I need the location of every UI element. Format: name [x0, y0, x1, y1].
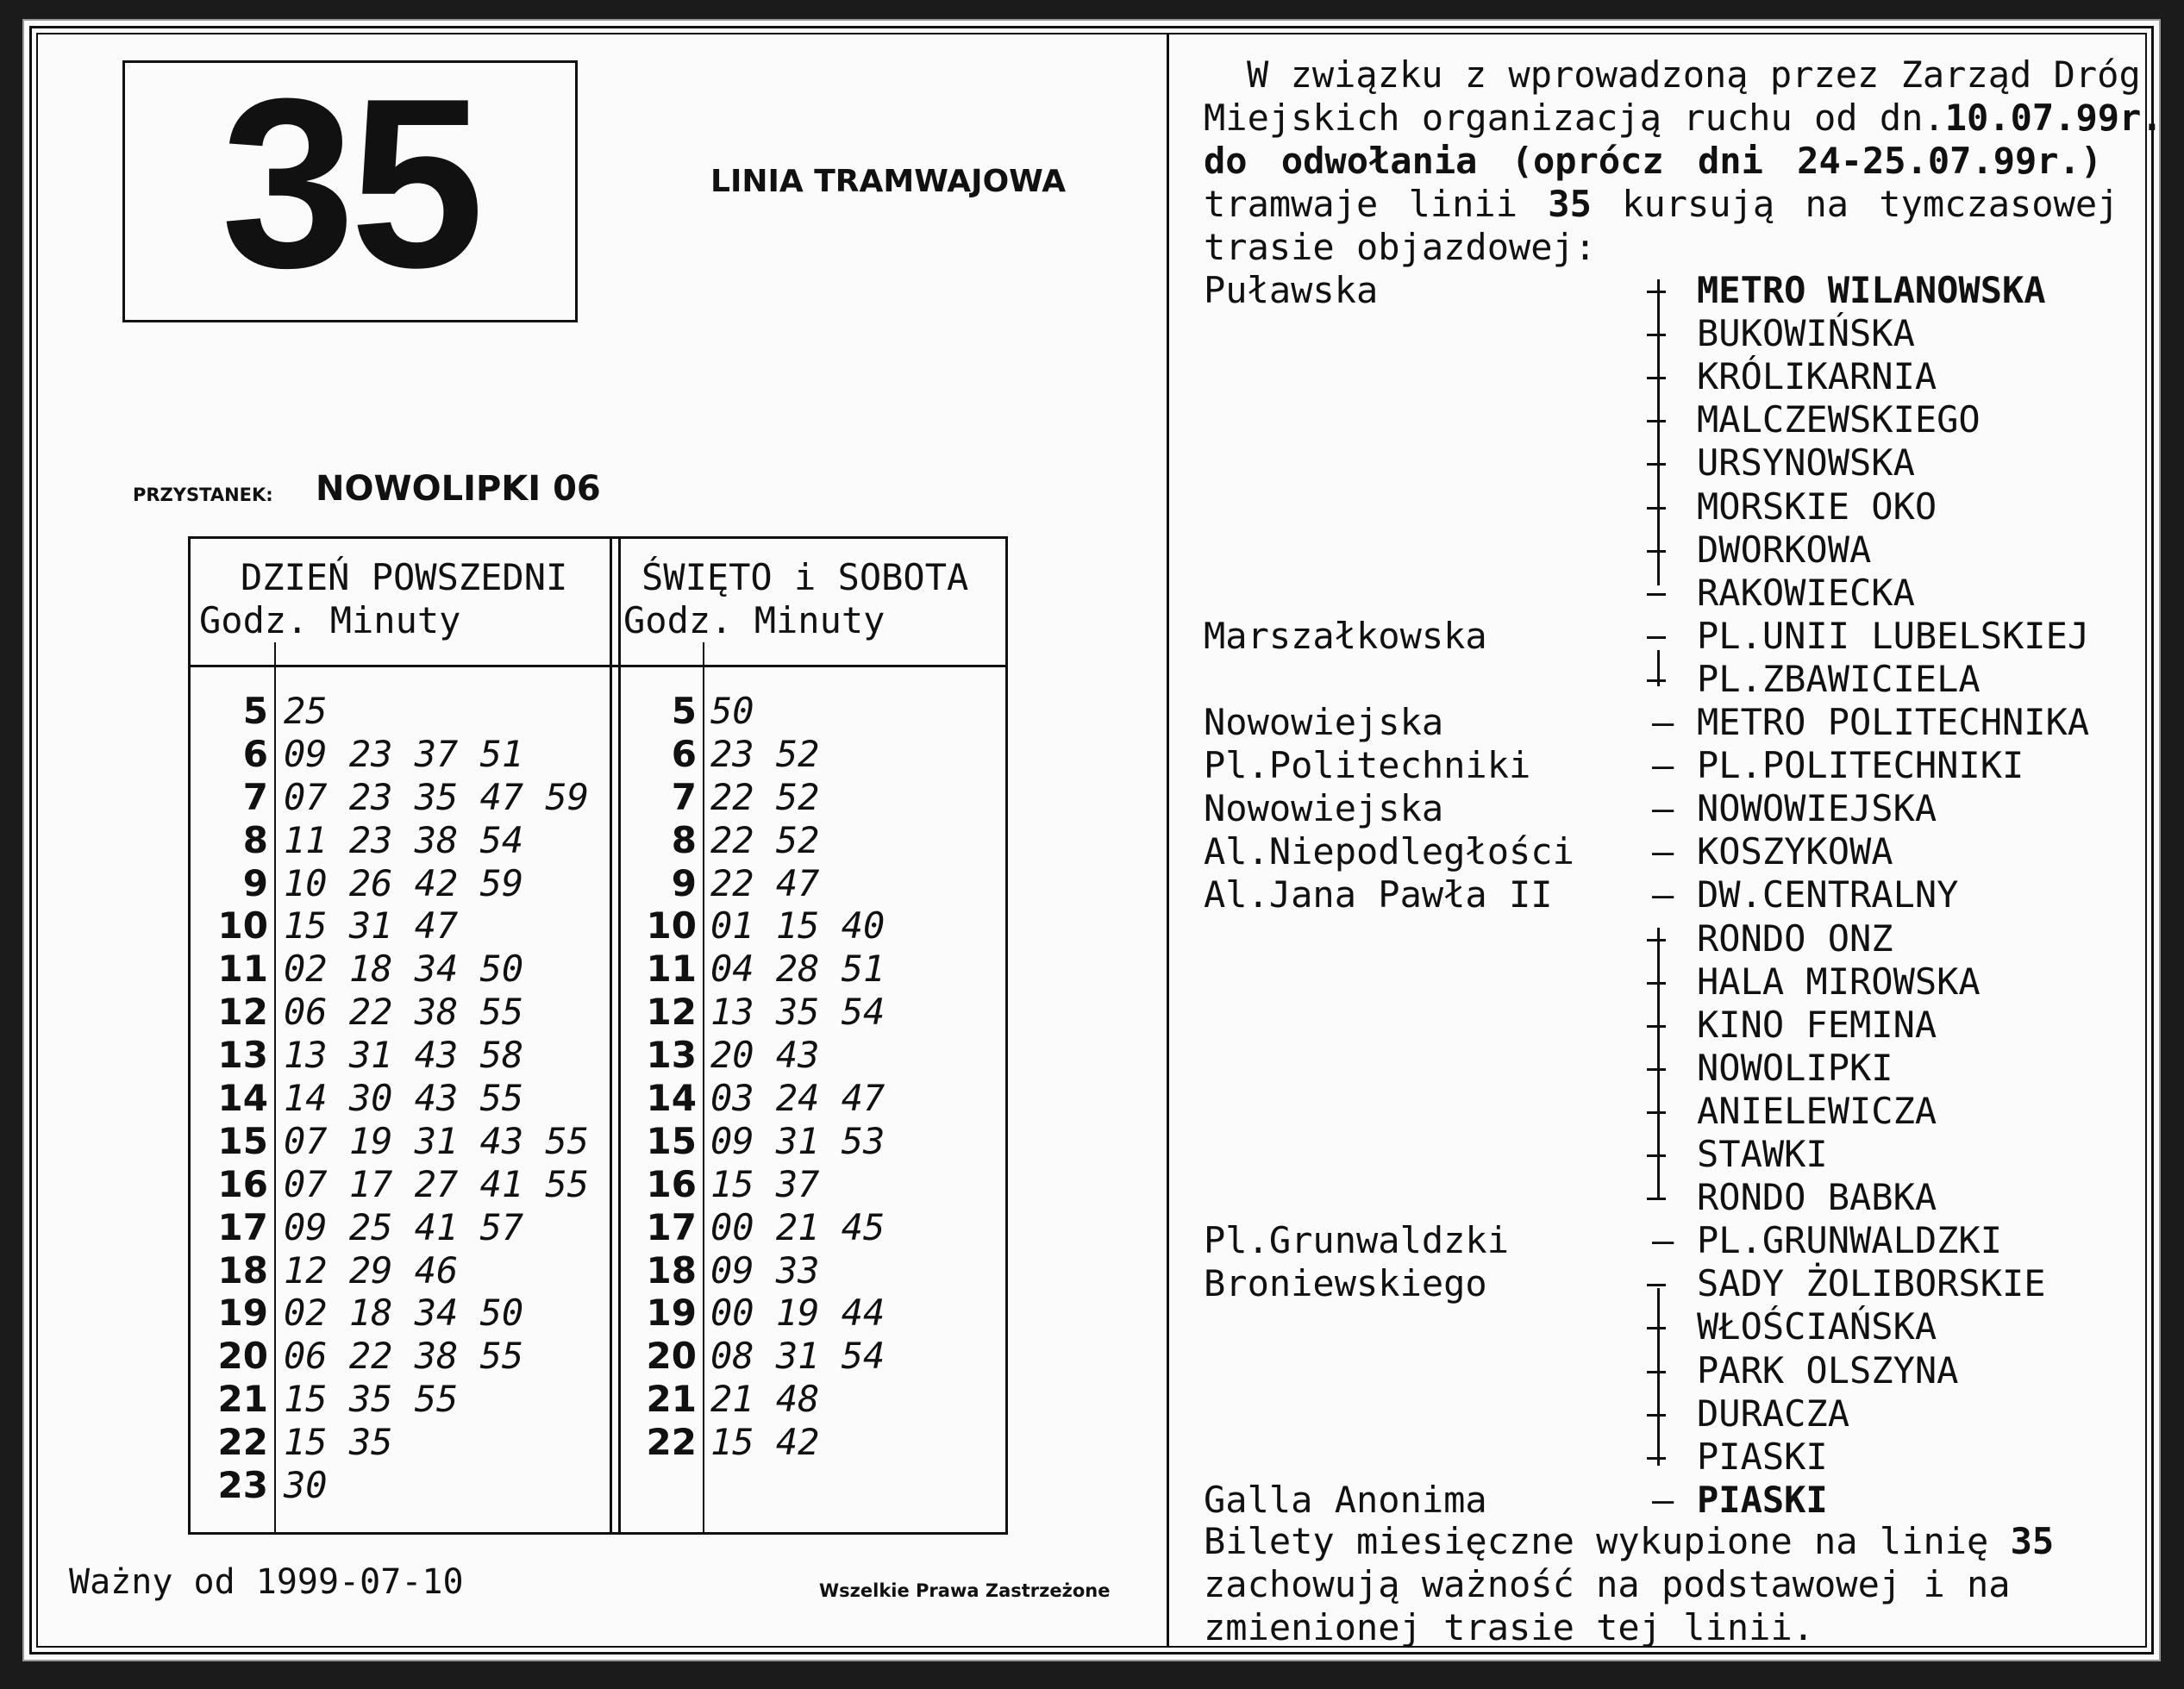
- line-number-box: [122, 49, 578, 322]
- route-street: Pl.Grunwaldzki: [1204, 1219, 1510, 1262]
- minutes-cell: 15 31 47: [284, 904, 459, 948]
- timetable-row: [619, 1378, 998, 1421]
- minutes-cell: 11 23 38 54: [284, 818, 524, 861]
- minutes-cell: 22 52: [710, 775, 820, 818]
- holiday-subtitle: Godz. Minuty: [623, 599, 885, 641]
- timetable-row: [619, 948, 998, 991]
- panel-divider: [1167, 33, 1169, 1648]
- holiday-title: ŚWIĘTO i SOBOTA: [641, 556, 969, 598]
- hour-cell: 13: [217, 1034, 268, 1077]
- route-bracket: [1657, 279, 1660, 585]
- hour-cell: 22: [646, 1421, 697, 1464]
- hour-cell: 19: [217, 1292, 268, 1335]
- route-stop: PARK OLSZYNA: [1697, 1348, 1959, 1392]
- route-tick: [1647, 679, 1666, 682]
- hour-cell: 17: [217, 1205, 268, 1248]
- route-stop: PL.ZBAWICIELA: [1697, 657, 1981, 700]
- timetable-row: [619, 733, 998, 776]
- hour-cell: 9: [242, 861, 268, 904]
- hour-cell: 6: [671, 732, 697, 775]
- route-stop: RONDO BABKA: [1697, 1176, 1937, 1219]
- minutes-cell: 50: [710, 690, 754, 732]
- notice-line: do odwołania (oprócz dni 24-25.07.99r.): [1204, 140, 2103, 182]
- tickets-text: Bilety miesięczne wykupione na linię: [1204, 1520, 2011, 1562]
- hour-cell: 19: [646, 1292, 697, 1335]
- hour-cell: 14: [217, 1077, 268, 1120]
- notice-text: Miejskich organizacją ruchu od dn.: [1204, 97, 1945, 139]
- holiday-rows: [619, 690, 998, 1464]
- route-tick: [1647, 1068, 1666, 1071]
- minutes-cell: 00 19 44: [710, 1292, 885, 1335]
- notice-line: [1204, 97, 2163, 140]
- timetable-row: [619, 1120, 998, 1163]
- route-stop: WŁOŚCIAŃSKA: [1697, 1305, 1937, 1348]
- minutes-cell: 07 23 35 47 59: [284, 775, 590, 818]
- hour-cell: 8: [242, 818, 268, 861]
- tickets-line: zmienionej trasie tej linii.: [1204, 1606, 1815, 1648]
- hour-cell: 13: [646, 1034, 697, 1077]
- minutes-cell: 01 15 40: [710, 904, 885, 948]
- minutes-cell: 09 25 41 57: [284, 1205, 524, 1248]
- hour-cell: 11: [217, 948, 268, 991]
- route-stop: KINO FEMINA: [1697, 1003, 1937, 1046]
- route-stop: ANIELEWICZA: [1697, 1089, 1937, 1132]
- hour-cell: 7: [671, 775, 697, 818]
- minutes-cell: 09 31 53: [710, 1119, 885, 1162]
- route-dash: –: [1652, 1219, 1674, 1262]
- line-type: LINIA TRAMWAJOWA: [710, 164, 1067, 199]
- stop-label: PRZYSTANEK:: [133, 485, 273, 505]
- timetable-row: [619, 904, 998, 948]
- minutes-cell: 21 48: [710, 1378, 820, 1421]
- minutes-cell: 02 18 34 50: [284, 948, 524, 991]
- hour-cell: 10: [217, 904, 268, 948]
- hour-cell: 23: [217, 1464, 268, 1507]
- timetable-row: [619, 776, 998, 819]
- minutes-cell: 12 29 46: [284, 1248, 459, 1292]
- route-tick: [1647, 982, 1666, 985]
- timetable-row: [619, 991, 998, 1034]
- minutes-cell: 07 19 31 43 55: [284, 1119, 590, 1162]
- hour-cell: 10: [646, 904, 697, 948]
- hour-cell: 12: [646, 991, 697, 1034]
- notice-line: W związku z wprowadzoną przez Zarząd Dróg: [1247, 53, 2141, 96]
- route-stop: RONDO ONZ: [1697, 916, 1893, 960]
- hour-cell: 14: [646, 1077, 697, 1120]
- minutes-cell: 00 21 45: [710, 1205, 885, 1248]
- timetable-row: [619, 1292, 998, 1335]
- minutes-cell: 09 23 37 51: [284, 732, 524, 775]
- hour-cell: 15: [217, 1119, 268, 1162]
- route-street: Galla Anonima: [1204, 1478, 1487, 1521]
- tickets-note: [1204, 1520, 2054, 1649]
- route-stop: STAWKI: [1697, 1133, 1828, 1175]
- route-tick: [1647, 1371, 1666, 1373]
- route-stop: PL.POLITECHNIKI: [1697, 744, 2024, 787]
- hour-cell: 5: [671, 690, 697, 732]
- route-tick: [1647, 334, 1666, 336]
- minutes-cell: 13 31 43 58: [284, 1034, 524, 1077]
- route-tick: [1647, 377, 1666, 379]
- hour-cell: 12: [217, 991, 268, 1034]
- route-tick: [1647, 507, 1666, 510]
- route-stop: METRO POLITECHNIKA: [1697, 701, 2090, 743]
- minutes-cell: 25: [284, 690, 328, 732]
- valid-from: Ważny od 1999-07-10: [69, 1562, 464, 1602]
- route-stop: DURACZA: [1697, 1392, 1850, 1435]
- timetable-row: [619, 819, 998, 862]
- route-stop: BUKOWIŃSKA: [1697, 312, 1915, 355]
- hour-cell: 15: [646, 1119, 697, 1162]
- route-tick: [1647, 291, 1666, 293]
- minutes-cell: 15 37: [710, 1162, 820, 1205]
- hour-cell: 22: [217, 1421, 268, 1464]
- hour-cell: 11: [646, 948, 697, 991]
- route-street: Broniewskiego: [1204, 1262, 1487, 1305]
- minutes-cell: 15 35: [284, 1421, 393, 1464]
- route-dash: –: [1652, 830, 1674, 873]
- minutes-cell: 08 31 54: [710, 1335, 885, 1378]
- route-stop: DWORKOWA: [1697, 528, 1872, 571]
- rights-notice: Wszelkie Prawa Zastrzeżone: [819, 1580, 1111, 1601]
- minutes-cell: 15 42: [710, 1421, 820, 1464]
- minutes-cell: 10 26 42 59: [284, 861, 524, 904]
- route-bracket: [1657, 928, 1660, 1198]
- notice-text: kursują na tymczasowej: [1591, 183, 2119, 225]
- tickets-line: [1204, 1520, 2054, 1563]
- minutes-cell: 03 24 47: [710, 1077, 885, 1120]
- minutes-cell: 14 30 43 55: [284, 1077, 524, 1120]
- timetable-row: [619, 1077, 998, 1120]
- route-stop: NOWOWIEJSKA: [1697, 787, 1937, 830]
- route-tick: [1647, 1414, 1666, 1417]
- minutes-cell: 13 35 54: [710, 991, 885, 1034]
- weekday-subtitle: Godz. Minuty: [199, 599, 461, 641]
- hour-cell: 18: [217, 1248, 268, 1292]
- route-street: Marszałkowska: [1204, 614, 1487, 657]
- route-street: Al.Jana Pawła II: [1204, 873, 1553, 916]
- route-tick: [1647, 550, 1666, 553]
- detour-notice: [1204, 53, 2163, 269]
- minutes-cell: 06 22 38 55: [284, 991, 524, 1034]
- notice-line: trasie objazdowej:: [1204, 226, 1597, 268]
- minutes-cell: 09 33: [710, 1248, 820, 1292]
- route-stop: KOSZYKOWA: [1697, 830, 1893, 873]
- notice-line-number: 35: [1548, 183, 1592, 225]
- timetable-table: [188, 536, 1008, 1535]
- route-tick: [1647, 1025, 1666, 1028]
- route-tick: [1647, 939, 1666, 941]
- route-stop: METRO WILANOWSKA: [1697, 269, 2046, 311]
- route-street: Nowowiejska: [1204, 787, 1444, 830]
- route-tick: [1647, 1284, 1666, 1286]
- route-tick: [1647, 1111, 1666, 1114]
- route-dash: –: [1652, 873, 1674, 916]
- timetable-row: [619, 1034, 998, 1077]
- route-dash: –: [1652, 787, 1674, 830]
- hour-cell: 17: [646, 1205, 697, 1248]
- route-street: Al.Niepodległości: [1204, 830, 1574, 873]
- route-stop: URSYNOWSKA: [1697, 441, 1915, 485]
- route-tick: [1647, 463, 1666, 466]
- minutes-cell: 23 52: [710, 732, 820, 775]
- hour-cell: 18: [646, 1248, 697, 1292]
- minutes-cell: 22 47: [710, 861, 820, 904]
- route-stop: KRÓLIKARNIA: [1697, 355, 1937, 398]
- route-dash: –: [1652, 1478, 1674, 1521]
- route-tick: [1647, 1457, 1666, 1460]
- notice-line: [1204, 183, 2152, 226]
- route-bracket: [1657, 1288, 1660, 1466]
- hour-cell: 5: [242, 690, 268, 732]
- hour-cell: 8: [671, 818, 697, 861]
- route-stop: RAKOWIECKA: [1697, 571, 1915, 614]
- route-stop: PIASKI: [1697, 1478, 1828, 1521]
- timetable-row: [619, 1421, 998, 1464]
- minutes-cell: 15 35 55: [284, 1378, 459, 1421]
- timetable-row: [619, 690, 998, 733]
- minutes-cell: 04 28 51: [710, 948, 885, 991]
- timetable-row: [191, 1464, 846, 1507]
- hour-cell: 20: [217, 1335, 268, 1378]
- timetable-row: [619, 1206, 998, 1249]
- route-stop: PL.GRUNWALDZKI: [1697, 1219, 2003, 1262]
- hour-cell: 16: [217, 1162, 268, 1205]
- tickets-line-number: 35: [2010, 1520, 2055, 1562]
- route-stop: HALA MIROWSKA: [1697, 960, 1981, 1003]
- tickets-line: zachowują ważność na podstawowej i na: [1204, 1563, 2011, 1605]
- table-header-rule: [191, 665, 1005, 667]
- hour-cell: 16: [646, 1162, 697, 1205]
- timetable-row: [619, 1249, 998, 1292]
- weekday-title: DZIEŃ POWSZEDNI: [241, 556, 568, 598]
- route-stop: MALCZEWSKIEGO: [1697, 398, 1981, 441]
- timetable-row: [619, 1163, 998, 1206]
- route-stop: PIASKI: [1697, 1435, 1828, 1478]
- line-number: 35: [221, 49, 479, 318]
- route-tick: [1647, 1327, 1666, 1329]
- notice-text: tramwaje linii: [1204, 183, 1549, 225]
- hour-cell: 20: [646, 1335, 697, 1378]
- minutes-cell: 22 52: [710, 818, 820, 861]
- route-street: Puławska: [1204, 269, 1379, 311]
- minutes-cell: 07 17 27 41 55: [284, 1162, 590, 1205]
- route-stop: PL.UNII LUBELSKIEJ: [1697, 614, 2090, 657]
- hour-cell: 21: [646, 1378, 697, 1421]
- route-stop: DW.CENTRALNY: [1697, 873, 1959, 916]
- stop-name: NOWOLIPKI 06: [316, 469, 601, 509]
- route-street: Nowowiejska: [1204, 701, 1444, 743]
- route-tick: [1647, 420, 1666, 422]
- route-tick: [1647, 636, 1666, 639]
- route-street: Pl.Politechniki: [1204, 744, 1531, 787]
- hour-cell: 9: [671, 861, 697, 904]
- route-tick: [1647, 593, 1666, 596]
- hour-cell: 7: [242, 775, 268, 818]
- route-stop: NOWOLIPKI: [1697, 1046, 1893, 1089]
- route-dash: –: [1652, 744, 1674, 787]
- route-stop: SADY ŻOLIBORSKIE: [1697, 1262, 2046, 1305]
- minutes-cell: 30: [284, 1464, 328, 1507]
- timetable-sheet: [22, 19, 2161, 1661]
- route-tick: [1647, 1154, 1666, 1157]
- hour-cell: 6: [242, 732, 268, 775]
- minutes-cell: 20 43: [710, 1034, 820, 1077]
- timetable-row: [619, 1335, 998, 1378]
- notice-date: 10.07.99r.: [1944, 97, 2163, 139]
- minutes-cell: 02 18 34 50: [284, 1292, 524, 1335]
- minutes-cell: 06 22 38 55: [284, 1335, 524, 1378]
- route-stop: MORSKIE OKO: [1697, 485, 1937, 528]
- route-tick: [1647, 1198, 1666, 1200]
- route-dash: –: [1652, 701, 1674, 743]
- hour-cell: 21: [217, 1378, 268, 1421]
- timetable-row: [619, 862, 998, 905]
